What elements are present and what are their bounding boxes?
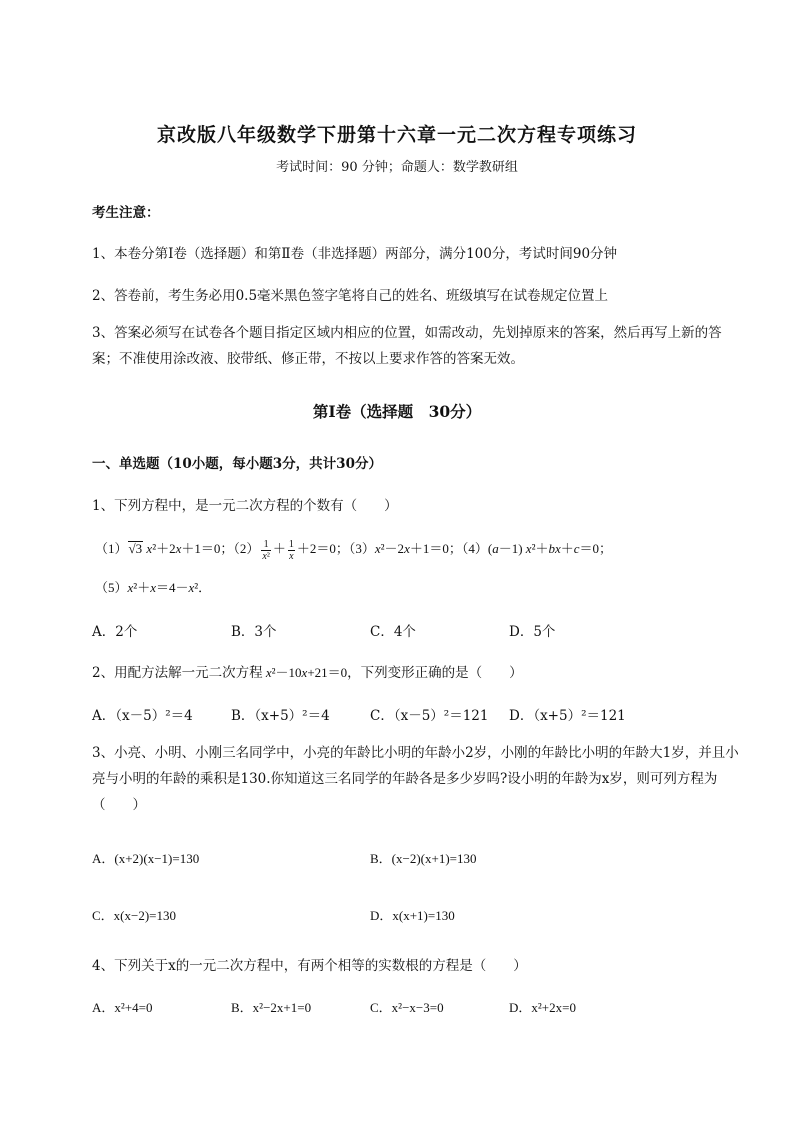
question-2-option-c: C．（x－5）²＝121 bbox=[370, 708, 489, 724]
question-1-option-d: D．5个 bbox=[509, 624, 556, 640]
question-3-stem: 3、小亮、小明、小刚三名同学中，小亮的年龄比小明的年龄小2岁，小刚的年龄比小明的年龄大1岁，并且小亮与小明的年龄的乘积是130.你知道这三名同学的年龄各是多少岁吗?设小明的年龄为x岁，则可列方程为（ ） bbox=[92, 745, 739, 813]
question-3-option-b: B．(x−2)(x+1)=130 bbox=[370, 851, 477, 866]
question-1-option-a: A．2个 bbox=[92, 624, 138, 640]
question-3-option-d: D．x(x+1)=130 bbox=[370, 908, 455, 923]
part-heading: 一、单选题（10小题，每小题3分，共计30分） bbox=[92, 456, 382, 472]
question-1-equation-5: （5）x²＋x＝4－x²． bbox=[95, 580, 212, 595]
page-title: 京改版八年级数学下册第十六章一元二次方程专项练习 bbox=[156, 124, 637, 146]
question-2-option-b: B．（x+5）²＝4 bbox=[231, 708, 330, 724]
question-4-stem: 4、下列关于x的一元二次方程中，有两个相等的实数根的方程是（ ） bbox=[92, 958, 527, 974]
question-2-option-a: A．（x－5）²＝4 bbox=[92, 708, 193, 724]
notice-heading: 考生注意： bbox=[92, 205, 160, 221]
question-4-option-d: D．x²+2x=0 bbox=[509, 1000, 576, 1015]
notice-item-1: 1、本卷分第Ⅰ卷（选择题）和第Ⅱ卷（非选择题）两部分，满分100分，考试时间90分钟 bbox=[92, 246, 618, 262]
question-3-option-c: C．x(x−2)=130 bbox=[92, 908, 176, 923]
question-1-option-c: C．4个 bbox=[370, 624, 416, 640]
question-2-option-d: D．（x+5）²＝121 bbox=[509, 708, 626, 724]
notice-item-2: 2、答卷前，考生务必用0.5毫米黑色签字笔将自己的姓名、班级填写在试卷规定位置上 bbox=[92, 288, 609, 304]
question-1-stem: 1、下列方程中，是一元二次方程的个数有（ ） bbox=[92, 498, 398, 514]
question-1-option-b: B．3个 bbox=[231, 624, 277, 640]
question-4-option-c: C．x²−x−3=0 bbox=[370, 1000, 444, 1015]
question-2-stem: 2、用配方法解一元二次方程 x²－10x+21＝0，下列变形正确的是（ ） bbox=[92, 665, 523, 681]
notice-item-3: 3、答案必须写在试卷各个题目指定区域内相应的位置，如需改动，先划掉原来的答案，然后再写上新的答案；不准使用涂改液、胶带纸、修正带，不按以上要求作答的答案无效。 bbox=[92, 325, 722, 367]
question-4-option-b: B．x²−2x+1=0 bbox=[231, 1000, 312, 1015]
question-1-equations: （1）√3 x²＋2x＋1＝0；（2） $\frac{1}{\text{x²}}$ ＋ $\frac{1}{x}$ ＋2＝0；（3）x²－2x＋1＝0；（4）(a－1) x²＋bx＋c＝0； bbox=[95, 538, 613, 562]
question-4-option-a: A．x²+4=0 bbox=[92, 1000, 153, 1015]
question-3-option-a: A．(x+2)(x−1)=130 bbox=[92, 851, 200, 866]
exam-info: 考试时间：90 分钟；命题人：数学教研组 bbox=[276, 160, 518, 175]
section-title: 第Ⅰ卷（选择题 30分） bbox=[312, 402, 482, 421]
